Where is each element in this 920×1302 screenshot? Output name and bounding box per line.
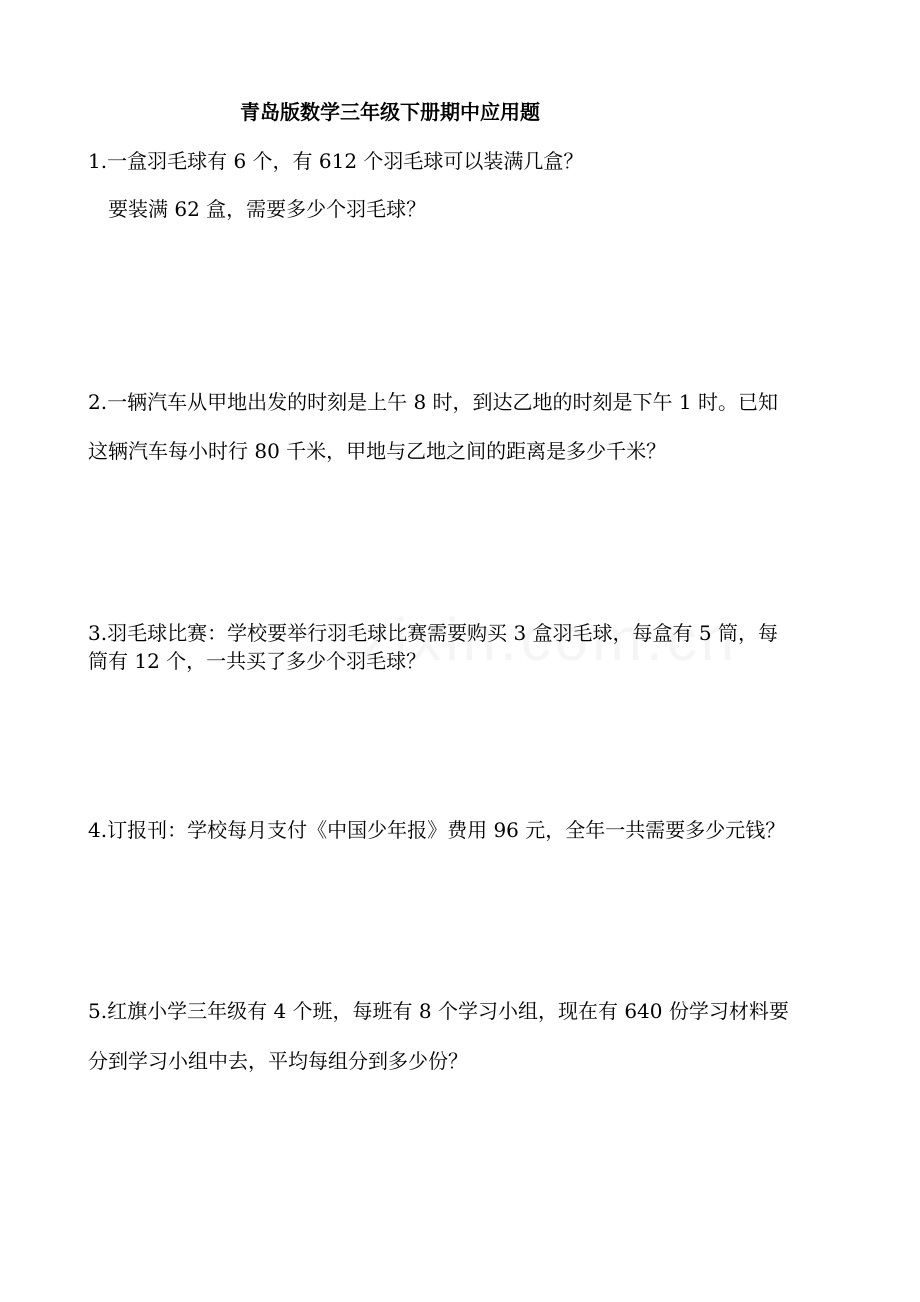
question-1-line-2: 要装满 62 盒，需要多少个羽毛球？ [108,197,427,221]
question-1-line-1: 1.一盒羽毛球有 6 个，有 612 个羽毛球可以装满几盒？ [88,149,584,173]
question-5-line-1: 5.红旗小学三年级有 4 个班，每班有 8 个学习小组，现在有 640 份学习材料要 [88,999,789,1023]
question-4-line-1: 4.订报刊：学校每月支付《中国少年报》费用 96 元，全年一共需要多少元钱？ [88,818,786,842]
question-3-line-2: 筒有 12 个，一共买了多少个羽毛球？ [88,649,427,673]
question-2-line-2: 这辆汽车每小时行 80 千米，甲地与乙地之间的距离是多少千米？ [88,439,667,463]
question-2-line-1: 2.一辆汽车从甲地出发的时刻是上午 8 时，到达乙地的时刻是下午 1 时。已知 [88,390,778,414]
page-title: 青岛版数学三年级下册期中应用题 [240,100,540,124]
question-3-line-1: 3.羽毛球比赛：学校要举行羽毛球比赛需要购买 3 盒羽毛球，每盒有 5 筒，每 [88,621,778,645]
question-5-line-2: 分到学习小组中去，平均每组分到多少份？ [88,1049,468,1073]
